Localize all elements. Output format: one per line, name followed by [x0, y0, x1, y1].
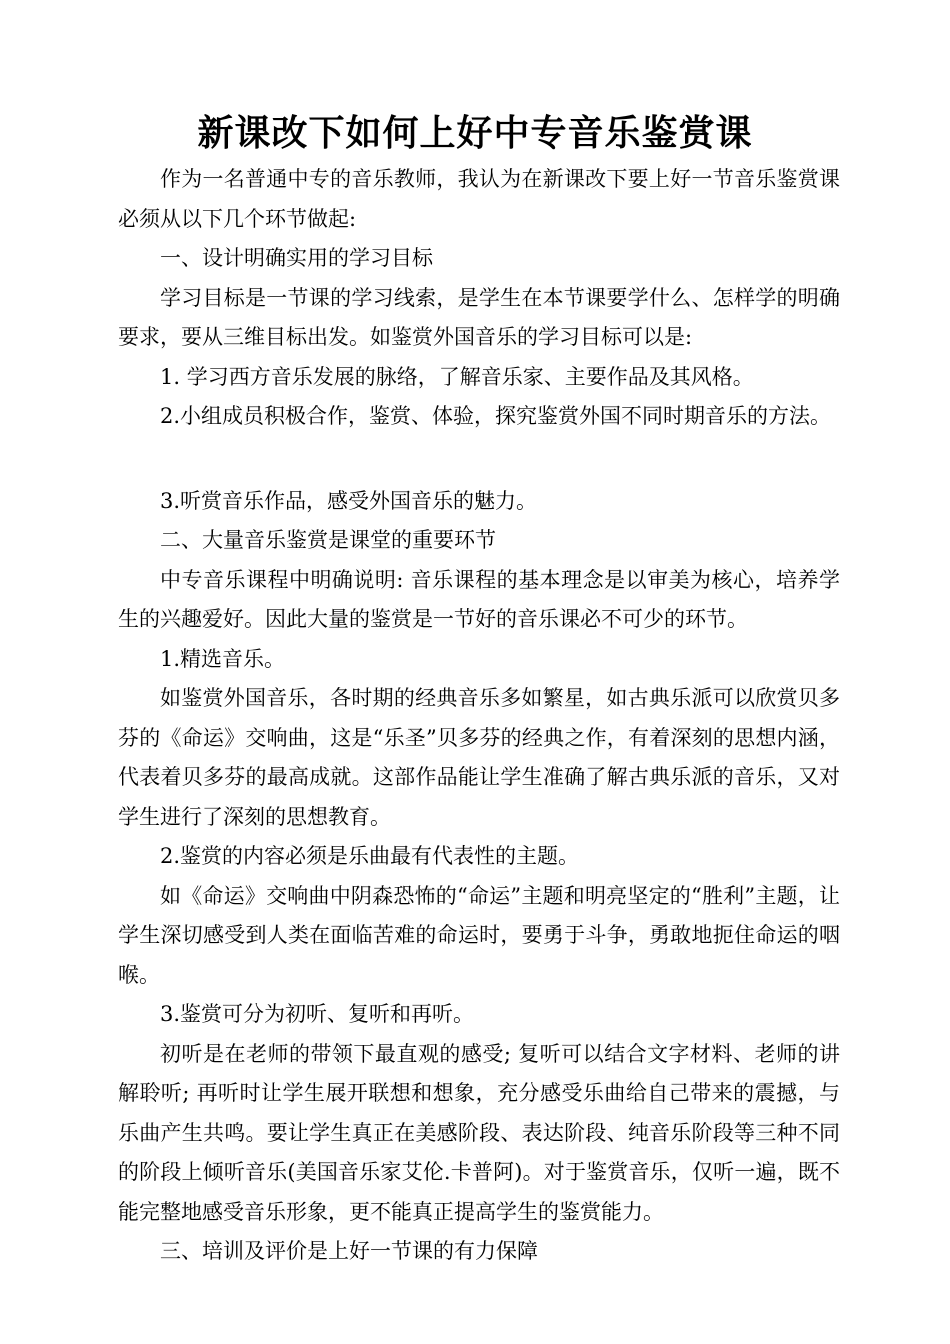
list-item-1: 1. 学习西方音乐发展的脉络，了解音乐家、主要作品及其风格。: [160, 364, 754, 389]
paragraph-learning-goals: 学习目标是一节课的学习线索，是学生在本节课要学什么、怎样学的明确要求，要从三维目标出发。如鉴赏外国音乐的学习目标可以是:: [118, 285, 840, 349]
section-heading-2: 二、大量音乐鉴赏是课堂的重要环节: [160, 528, 496, 552]
section-heading-1: 一、设计明确实用的学习目标: [160, 246, 433, 270]
subheading-select-music: 1.精选音乐。: [160, 646, 286, 671]
intro-paragraph: 作为一名普通中专的音乐教师，我认为在新课改下要上好一节音乐鉴赏课必须从以下几个环节做起:: [118, 167, 840, 231]
blank-line: [118, 437, 840, 482]
document-body: [118, 160, 840, 1272]
paragraph-listening: 初听是在老师的带领下最直观的感受; 复听可以结合文字材料、老师的讲解聆听; 再听时让学生展开联想和想象，充分感受乐曲给自己带来的震撼，与乐曲产生共鸣。要让学生真正在美感阶段、表达阶段、纯音乐阶段等三种不同的阶段上倾听音乐(美国音乐家艾伦.卡普阿)。对于鉴赏音乐，仅听一遍，既不能完整地感受音乐形象，更不能真正提高学生的鉴赏能力。: [118, 1041, 840, 1224]
subheading-listening-stages: 3.鉴赏可分为初听、复听和再听。: [160, 1002, 475, 1026]
paragraph-themes: 如《命运》交响曲中阴森恐怖的“命运”主题和明亮坚定的“胜利”主题，让学生深切感受到人类在面临苦难的命运时，要勇于斗争，勇敢地扼住命运的咽喉。: [118, 883, 840, 987]
paragraph-curriculum: 中专音乐课程中明确说明: 音乐课程的基本理念是以审美为核心，培养学生的兴趣爱好。因此大量的鉴赏是一节好的音乐课必不可少的环节。: [118, 567, 840, 631]
document-title: 新课改下如何上好中专音乐鉴赏课: [197, 112, 753, 154]
section-heading-3: 三、培训及评价是上好一节课的有力保障: [160, 1239, 538, 1263]
list-item-3: 3.听赏音乐作品，感受外国音乐的魅力。: [160, 488, 538, 513]
paragraph-fate-symphony: 如鉴赏外国音乐，各时期的经典音乐多如繁星，如古典乐派可以欣赏贝多芬的《命运》交响曲，这是“乐圣”贝多芬的经典之作，有着深刻的思想内涵，代表着贝多芬的最高成就。这部作品能让学生准确了解古典乐派的音乐，又对学生进行了深刻的思想教育。: [118, 686, 840, 829]
list-item-2: 2.小组成员积极合作，鉴赏、体验，探究鉴赏外国不同时期音乐的方法。: [160, 404, 832, 428]
subheading-representative-theme: 2.鉴赏的内容必须是乐曲最有代表性的主题。: [160, 844, 580, 868]
